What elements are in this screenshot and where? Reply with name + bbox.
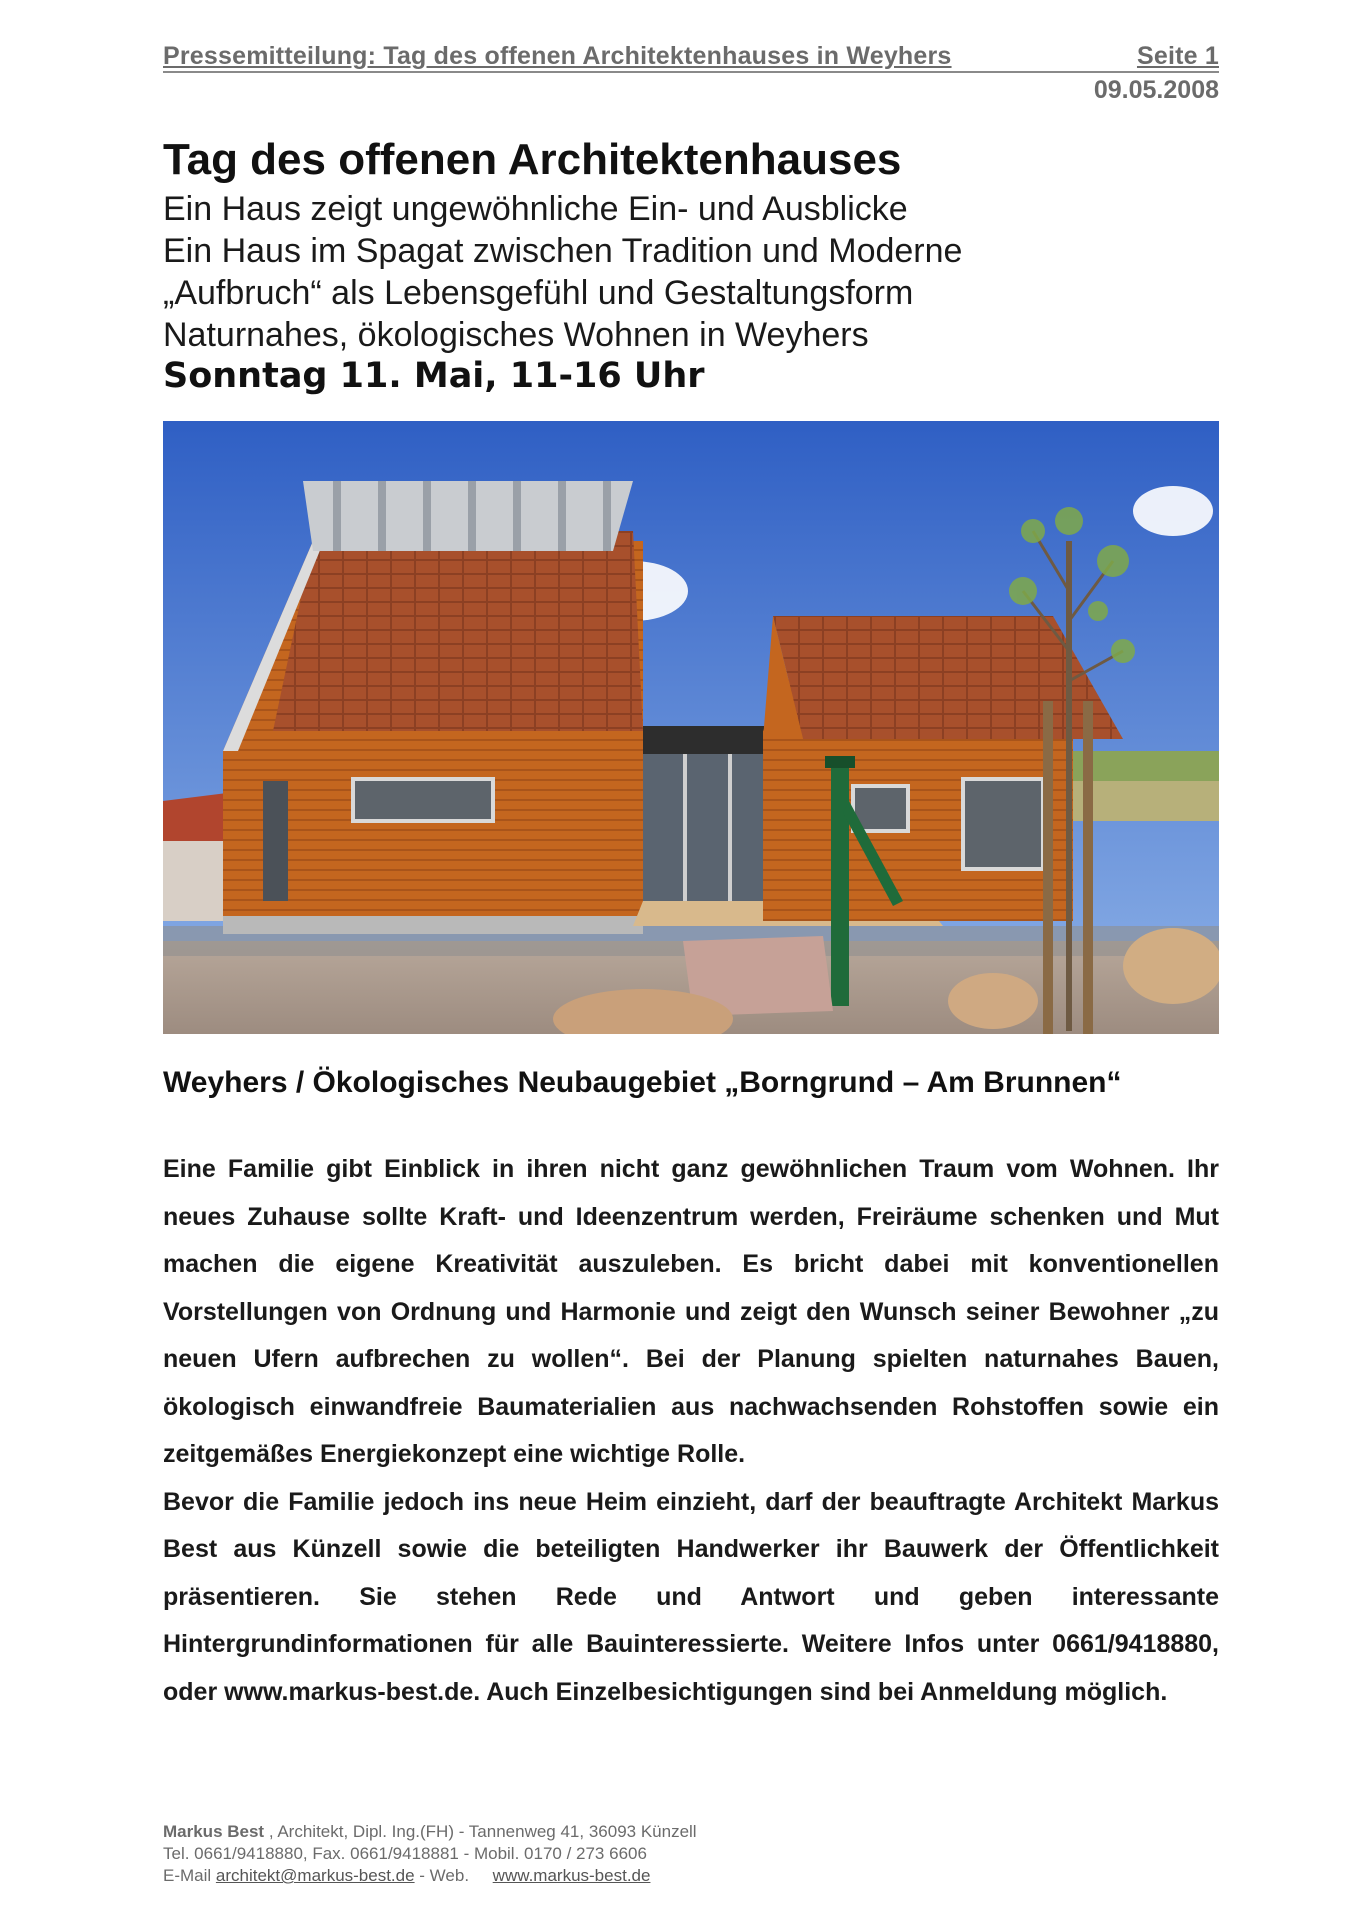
tree-stake: [1043, 701, 1053, 1034]
footer-web-link[interactable]: www.markus-best.de: [492, 1866, 651, 1885]
boulder: [1123, 928, 1219, 1004]
pump-cap: [825, 756, 855, 768]
page-footer: [163, 1821, 697, 1887]
water-pump: [831, 761, 849, 1006]
header-date: 09.05.2008: [1093, 76, 1219, 104]
body-paragraph-2: Bevor die Familie jedoch ins neue Heim einzieht, darf der beauftragte Architekt Markus Best aus Künzell sowie die beteiligten Handwerker ihr Bauwerk der Öffentlichkeit präsentieren. Sie stehen Rede und Antwort und geben interessante Hintergrundinformationen für alle Bauinteressierte. Weitere Infos unter 0661/9418880, oder www.markus-best.de. Auch Einzelbesichtigungen sind bei Anmeldung möglich.: [163, 1487, 1219, 1706]
boulder: [948, 973, 1038, 1029]
footer-address: , Architekt, Dipl. Ing.(FH) - Tannenweg 41, 36093 Künzell: [264, 1822, 697, 1841]
page-header: [163, 42, 1219, 71]
cloud: [1133, 486, 1213, 536]
subtitle-list: [163, 188, 962, 356]
subtitle-2: Ein Haus im Spagat zwischen Tradition und Moderne: [163, 232, 963, 270]
footer-line-1: [163, 1821, 697, 1843]
left-house-roof: [273, 531, 643, 731]
left-house-window: [353, 779, 493, 821]
subtitle-3: „Aufbruch“ als Lebensgefühl und Gestaltungsform: [163, 274, 914, 312]
page-number: Seite 1: [1136, 42, 1219, 70]
body-paragraph-1: Eine Familie gibt Einblick in ihren nicht ganz gewöhnlichen Traum vom Wohnen. Ihr neues Zuhause sollte Kraft- und Ideenzentrum werden, Freiräume schenken und Mut machen die eigene Kreativität auszuleben. Es bricht dabei mit konventionellen Vorstellungen von Ordnung und Harmonie und zeigt den Wunsch seiner Bewohner „zu neuen Ufern aufbrechen zu wollen“. Bei der Planung spielten naturnahes Bauen, ökologisch einwandfreie Baumaterialien aus nachwachsenden Rohstoffen sowie ein zeitgemäßes Energiekonzept eine wichtige Rolle.: [163, 1155, 1219, 1468]
press-release-page: [163, 0, 1219, 1920]
footer-line-2: Tel. 0661/9418880, Fax. 0661/9418881 - Mobil. 0170 / 273 6606: [163, 1844, 647, 1863]
footer-line-3: [163, 1865, 697, 1887]
neighbour-house: [163, 841, 233, 921]
section-heading: Weyhers / Ökologisches Neubaugebiet „Borngrund – Am Brunnen“: [163, 1066, 1122, 1099]
event-date: Sonntag 11. Mai, 11-16 Uhr: [163, 356, 705, 396]
tree-stake: [1083, 701, 1093, 1034]
header-title: Pressemitteilung: Tag des offenen Architektenhauses in Weyhers: [163, 42, 952, 70]
header-divider: [163, 71, 1219, 73]
footer-email-label: E-Mail: [163, 1866, 216, 1885]
footer-name: Markus Best: [163, 1822, 265, 1841]
house-photo: [163, 421, 1219, 1034]
tree-trunk: [1066, 541, 1072, 1031]
right-house-window: [963, 779, 1043, 869]
subtitle-1: Ein Haus zeigt ungewöhnliche Ein- und Ausblicke: [163, 190, 908, 228]
subtitle-4: Naturnahes, ökologisches Wohnen in Weyhers: [163, 316, 869, 354]
left-house-base: [223, 916, 643, 934]
main-title: Tag des offenen Architektenhauses: [163, 135, 902, 184]
left-house-side-window: [263, 781, 288, 901]
body-text: [163, 1146, 1219, 1716]
footer-web-label: - Web.: [414, 1866, 493, 1885]
footer-email-link[interactable]: architekt@markus-best.de: [215, 1866, 415, 1885]
